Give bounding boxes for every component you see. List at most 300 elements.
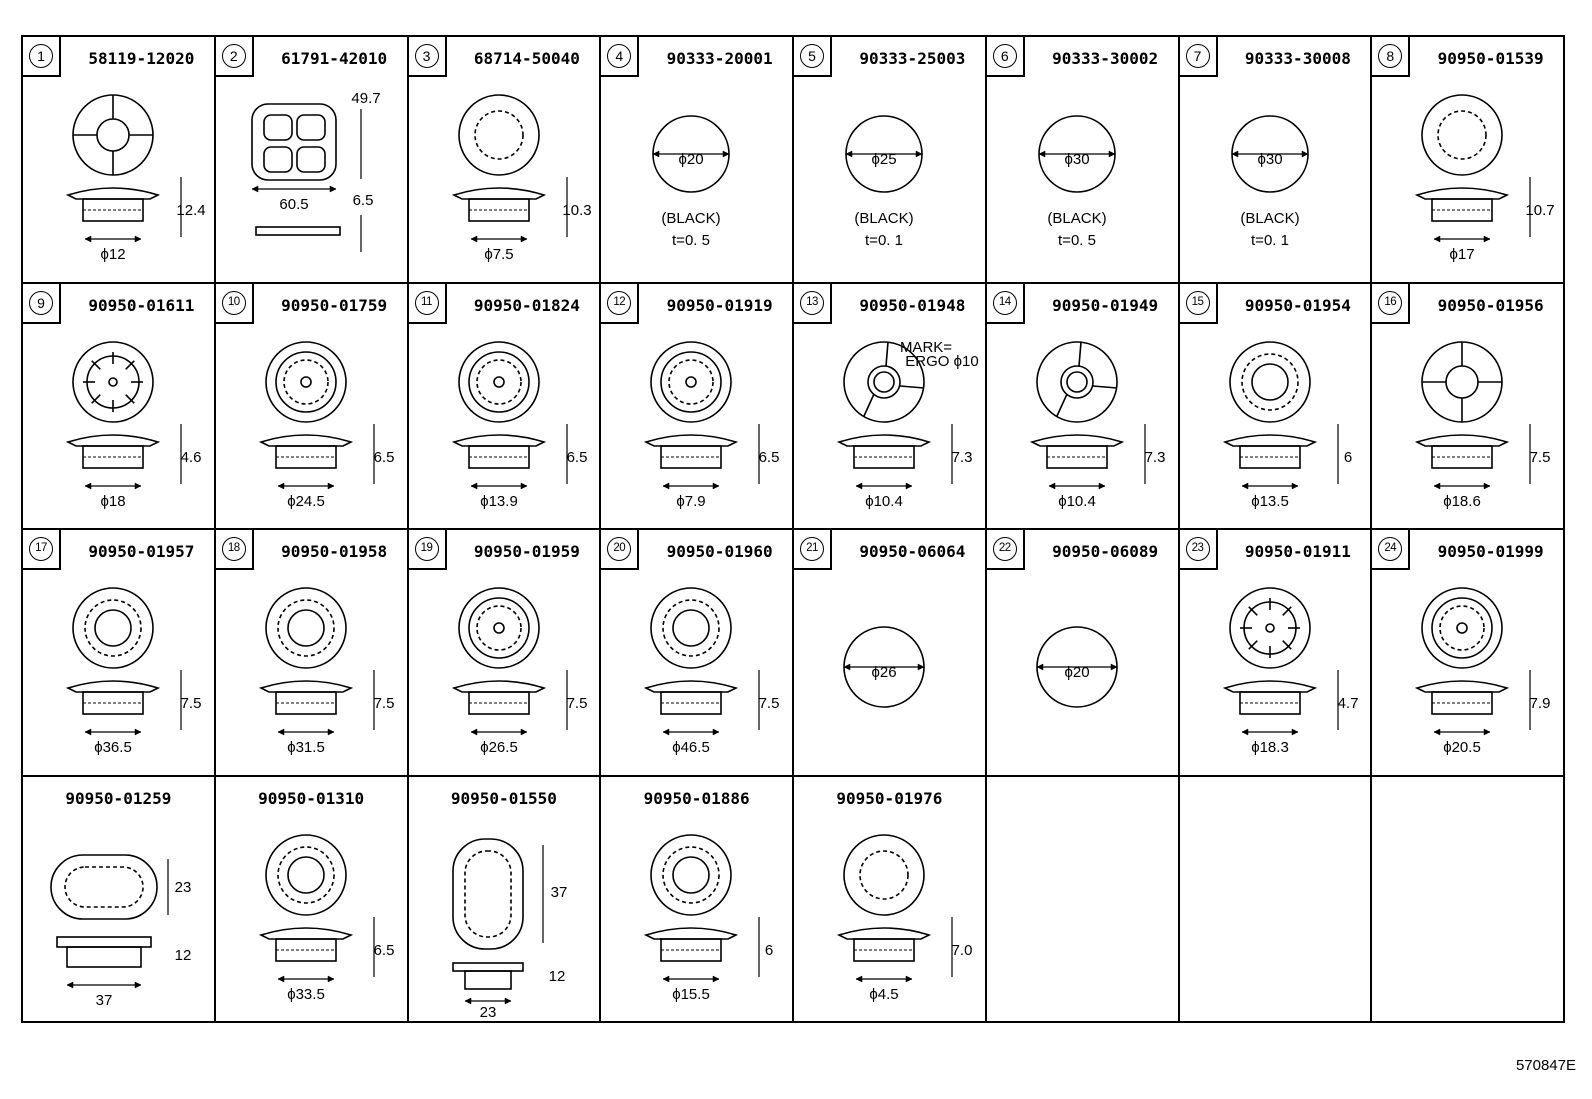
part-number: 90950-01759	[281, 295, 388, 315]
item-number: 6	[993, 44, 1017, 68]
part-number: 61791-42010	[281, 49, 388, 68]
grommet-center	[494, 377, 504, 387]
arrow-head	[713, 976, 719, 982]
grommet-ring	[276, 352, 336, 412]
side-profile	[1417, 681, 1507, 692]
side-profile	[839, 928, 929, 939]
side-profile	[256, 227, 340, 235]
diameter-label: ϕ17	[1449, 246, 1475, 263]
diameter-label: ϕ46.5	[672, 739, 711, 756]
height-label: 4.6	[180, 448, 202, 466]
height-label: 12.4	[176, 202, 206, 219]
arrow-head	[471, 729, 477, 735]
height-label: 7.5	[758, 695, 780, 712]
arrow-head	[918, 664, 924, 670]
grommet-outline	[1422, 588, 1502, 668]
height-label: 6	[1343, 448, 1352, 466]
arrow-head	[1292, 483, 1298, 489]
grommet-ring	[477, 360, 521, 404]
thickness-label: t=0. 5	[672, 232, 711, 249]
arrow-head	[1434, 729, 1440, 735]
side-profile	[57, 937, 151, 947]
height-label: 7.5	[373, 695, 395, 712]
part-drawing	[794, 77, 984, 282]
side-profile	[646, 681, 736, 692]
oval-outline	[453, 839, 523, 949]
part-number: 90333-25003	[859, 49, 966, 68]
item-number: 22	[993, 537, 1017, 561]
grommet-ring	[1440, 606, 1484, 650]
height-label: 6.5	[566, 448, 587, 466]
side-profile	[68, 681, 158, 692]
side-profile	[261, 681, 351, 692]
oval-outline	[51, 855, 157, 919]
arrow-head	[906, 976, 912, 982]
item-number-box	[1372, 37, 1410, 77]
height-label: 7.3	[951, 448, 973, 466]
diameter-label: ϕ31.5	[286, 739, 325, 756]
arrow-head	[713, 483, 719, 489]
part-number: 90950-01310	[258, 788, 365, 808]
grommet-hole	[95, 610, 131, 646]
split-line	[886, 342, 888, 366]
side-profile	[1032, 435, 1122, 446]
width-label: 23	[479, 1003, 496, 1021]
arrow-head	[465, 998, 471, 1004]
item-number: 15	[1186, 291, 1210, 315]
item-number: 12	[607, 291, 631, 315]
item-number-box	[601, 530, 639, 570]
part-cell	[409, 777, 602, 1024]
part-drawing	[794, 570, 984, 775]
grommet-inner	[85, 600, 141, 656]
arrow-head	[471, 236, 477, 242]
diameter-label: ϕ13.9	[479, 492, 518, 510]
item-number: 18	[222, 537, 246, 561]
grommet-inner	[278, 847, 334, 903]
diameter-label: ϕ10.4	[865, 492, 903, 510]
grommet-inner	[868, 366, 900, 398]
arrow-head	[663, 729, 669, 735]
part-drawing	[409, 570, 599, 775]
grommet-outline	[1037, 342, 1117, 422]
part-cell	[409, 284, 602, 531]
part-cell	[1180, 37, 1373, 284]
color-label: (BLACK)	[661, 210, 721, 227]
diameter-label: ϕ18.3	[1250, 739, 1289, 756]
arrow-head	[328, 729, 334, 735]
grommet-ring	[284, 360, 328, 404]
side-profile	[261, 928, 351, 939]
item-number-box	[216, 530, 254, 570]
arrow-head	[135, 236, 141, 242]
arrow-head	[328, 483, 334, 489]
item-number: 21	[800, 537, 824, 561]
thickness-label: t=0. 1	[1250, 232, 1289, 249]
part-cell	[987, 530, 1180, 777]
part-drawing	[987, 324, 1177, 529]
grommet-inner	[663, 847, 719, 903]
diameter-label: ϕ36.5	[94, 739, 132, 756]
arrow-head	[1434, 236, 1440, 242]
part-cell	[216, 530, 409, 777]
part-drawing	[23, 324, 213, 529]
arrow-head	[278, 483, 284, 489]
item-number: 10	[222, 291, 246, 315]
grommet-ring	[469, 352, 529, 412]
item-number-box	[23, 284, 61, 324]
part-number: 90950-01911	[1244, 542, 1351, 561]
arrow-head	[521, 236, 527, 242]
part-number: 90950-01957	[88, 542, 195, 561]
side-profile	[68, 188, 158, 199]
split-line	[1057, 394, 1067, 416]
grommet-outline	[1422, 95, 1502, 175]
diameter-label: ϕ18	[100, 492, 126, 510]
grommet-hole	[1252, 364, 1288, 400]
split-line	[900, 386, 924, 388]
oval-inner	[465, 851, 511, 937]
mark-label: MARK=	[899, 338, 953, 356]
part-number: 90950-01954	[1244, 295, 1351, 315]
side-profile	[1225, 681, 1315, 692]
arrow-head	[723, 151, 729, 157]
height-label: 49.7	[351, 90, 381, 107]
item-number-box	[409, 284, 447, 324]
arrow-head	[521, 483, 527, 489]
arrow-head	[1302, 151, 1308, 157]
diameter-label: ϕ20	[678, 151, 704, 168]
part-number: 90950-01999	[1437, 542, 1544, 561]
height-label: 7.3	[1144, 448, 1166, 466]
part-number: 90333-30002	[1052, 49, 1159, 68]
item-number: 14	[993, 291, 1017, 315]
diameter-label: ϕ24.5	[286, 492, 325, 510]
arrow-head	[1484, 236, 1490, 242]
split-line	[1093, 386, 1117, 388]
item-number: 13	[800, 291, 824, 315]
side-profile	[261, 435, 351, 446]
empty-cell	[987, 777, 1180, 1024]
diameter-label: ϕ25	[871, 151, 897, 168]
item-number-box	[794, 284, 832, 324]
mark-label: ERGO ϕ10	[905, 352, 979, 370]
part-number: 90950-01959	[473, 542, 580, 561]
part-cell	[794, 284, 987, 531]
height-label: 7.5	[1529, 448, 1551, 466]
item-number-box	[794, 530, 832, 570]
item-number-box	[794, 37, 832, 77]
grommet-outline	[459, 342, 539, 422]
arrow-head	[1109, 151, 1115, 157]
part-drawing	[1372, 77, 1562, 282]
item-number-box	[409, 530, 447, 570]
gear-hole	[1266, 624, 1274, 632]
arrow-head	[844, 664, 850, 670]
arrow-head	[67, 982, 73, 988]
grommet-hole	[874, 372, 894, 392]
side-profile-body	[67, 947, 141, 967]
part-drawing	[216, 77, 406, 282]
part-number: 90950-01958	[281, 542, 388, 561]
height-label: 7.0	[951, 941, 973, 959]
color-label: (BLACK)	[854, 210, 914, 227]
part-drawing	[23, 77, 213, 282]
diameter-label: ϕ12	[100, 246, 126, 263]
grommet-inner	[860, 851, 908, 899]
part-cell	[601, 530, 794, 777]
square-window	[264, 115, 292, 140]
height-label: 4.7	[1337, 695, 1358, 712]
arrow-head	[330, 186, 336, 192]
part-number: 90950-01960	[666, 542, 773, 561]
arrow-head	[135, 982, 141, 988]
diameter-label: ϕ26	[871, 664, 897, 681]
grommet-center	[301, 377, 311, 387]
arrow-head	[653, 151, 659, 157]
grommet-inner	[663, 600, 719, 656]
height-label: 10.3	[561, 202, 592, 219]
item-number: 19	[415, 537, 439, 561]
grommet-inner	[278, 600, 334, 656]
arrow-head	[916, 151, 922, 157]
height-label: 6.5	[373, 448, 395, 466]
arrow-head	[846, 151, 852, 157]
grommet-center	[686, 377, 696, 387]
diameter-label: ϕ26.5	[479, 739, 518, 756]
grommet-center	[494, 623, 504, 633]
side-profile	[646, 435, 736, 446]
item-number: 20	[607, 537, 631, 561]
height-label: 6.5	[373, 941, 395, 959]
side-profile	[1225, 435, 1315, 446]
item-number: 9	[29, 291, 53, 315]
part-drawing	[23, 817, 213, 1022]
arrow-head	[856, 976, 862, 982]
square-window	[297, 147, 325, 172]
arrow-head	[278, 976, 284, 982]
part-number: 90950-01539	[1437, 49, 1544, 68]
part-cell	[409, 37, 602, 284]
part-drawing	[601, 817, 791, 1022]
part-drawing	[987, 570, 1177, 775]
item-number-box	[987, 530, 1025, 570]
part-drawing	[1180, 324, 1370, 529]
item-number-box	[23, 37, 61, 77]
item-number: 23	[1186, 537, 1210, 561]
width-label: 60.5	[279, 196, 309, 213]
part-drawing	[409, 817, 599, 1022]
part-cell	[1372, 37, 1565, 284]
part-drawing	[794, 817, 984, 1022]
grommet-outline	[459, 95, 539, 175]
height-label: 6	[765, 941, 774, 959]
item-number: 1	[29, 44, 53, 68]
grommet-hole	[288, 610, 324, 646]
item-number-box	[987, 284, 1025, 324]
part-number: 58119-12020	[88, 49, 195, 68]
diameter-label: ϕ30	[1256, 151, 1283, 168]
item-number: 16	[1378, 291, 1402, 315]
part-number: 90950-01886	[643, 788, 750, 808]
part-drawing	[987, 77, 1177, 282]
part-drawing	[601, 324, 791, 529]
arrow-head	[85, 729, 91, 735]
arrow-head	[85, 236, 91, 242]
arrow-head	[906, 483, 912, 489]
height-label: 10.7	[1525, 202, 1555, 219]
part-drawing	[601, 77, 791, 282]
part-number: 90950-01948	[859, 295, 966, 315]
gear-hole	[109, 378, 117, 386]
part-drawing	[409, 77, 599, 282]
part-cell	[794, 530, 987, 777]
part-number: 90950-06089	[1052, 542, 1159, 561]
side-profile	[1417, 188, 1507, 199]
item-number-box	[1372, 530, 1410, 570]
height-label: 7.5	[566, 695, 587, 712]
side-profile	[839, 435, 929, 446]
arrow-head	[135, 729, 141, 735]
item-number: 5	[800, 44, 824, 68]
arrow-head	[1049, 483, 1055, 489]
grommet-hole	[288, 857, 324, 893]
part-number: 90333-30008	[1244, 49, 1351, 68]
diameter-label: ϕ18.6	[1443, 492, 1482, 510]
side-profile-body	[465, 971, 511, 989]
split-line	[1079, 342, 1081, 366]
grommet-ring	[1432, 598, 1492, 658]
arrow-head	[85, 483, 91, 489]
arrow-head	[713, 729, 719, 735]
part-number: 90950-01259	[65, 788, 172, 808]
part-cell	[987, 284, 1180, 531]
part-cell	[794, 37, 987, 284]
grommet-inner	[1061, 366, 1093, 398]
thickness-label: 12	[174, 946, 192, 964]
part-number: 90950-01919	[666, 295, 773, 315]
part-number: 68714-50040	[473, 49, 580, 68]
diameter-label: ϕ7.5	[483, 246, 514, 263]
part-number: 90950-01976	[836, 788, 943, 808]
side-profile	[454, 435, 544, 446]
side-profile	[454, 188, 544, 199]
grommet-hole	[673, 857, 709, 893]
grommet-ring	[669, 360, 713, 404]
color-label: (BLACK)	[1239, 210, 1300, 227]
grommet-outline	[844, 835, 924, 915]
height-label: 23	[174, 878, 192, 896]
part-cell	[216, 777, 409, 1024]
square-window	[264, 147, 292, 172]
item-number: 24	[1378, 537, 1402, 561]
empty-cell	[1180, 777, 1373, 1024]
height-label: 7.5	[180, 695, 202, 712]
empty-cell	[1372, 777, 1565, 1024]
side-profile	[453, 963, 523, 971]
item-number-box	[1180, 530, 1218, 570]
arrow-head	[856, 483, 862, 489]
item-number: 2	[222, 44, 246, 68]
part-cell	[23, 37, 216, 284]
diameter-label: ϕ13.5	[1250, 492, 1289, 510]
part-drawing	[1372, 570, 1562, 775]
arrow-head	[278, 729, 284, 735]
part-number: 90950-06064	[859, 542, 966, 561]
part-cell	[601, 284, 794, 531]
arrow-head	[1434, 483, 1440, 489]
square-window	[297, 115, 325, 140]
height-label: 37	[550, 883, 567, 901]
parts-grid	[21, 35, 1565, 1023]
side-profile	[454, 681, 544, 692]
grommet-outline	[266, 342, 346, 422]
grommet-inner	[1242, 354, 1298, 410]
arrow-head	[1039, 151, 1045, 157]
part-cell	[794, 777, 987, 1024]
arrow-head	[135, 483, 141, 489]
diameter-label: ϕ33.5	[286, 985, 325, 1003]
arrow-head	[471, 483, 477, 489]
arrow-head	[1484, 483, 1490, 489]
grommet-inner	[1438, 111, 1486, 159]
thickness-label: 12	[548, 967, 565, 985]
split-line	[864, 394, 874, 416]
part-number: 90950-01956	[1437, 295, 1544, 315]
grommet-hole	[1067, 372, 1087, 392]
part-drawing	[794, 324, 984, 529]
side-profile	[646, 928, 736, 939]
grommet-outline	[651, 342, 731, 422]
arrow-head	[1037, 664, 1043, 670]
item-number: 17	[29, 537, 53, 561]
item-number-box	[601, 37, 639, 77]
part-drawing	[601, 570, 791, 775]
part-cell	[23, 777, 216, 1024]
arrow-head	[505, 998, 511, 1004]
part-drawing	[23, 570, 213, 775]
part-drawing	[216, 324, 406, 529]
side-profile	[68, 435, 158, 446]
item-number: 7	[1186, 44, 1210, 68]
grommet-ring	[477, 606, 521, 650]
item-number-box	[1180, 284, 1218, 324]
thickness-label: 6.5	[352, 192, 374, 209]
thickness-label: t=0. 1	[865, 232, 903, 249]
figure-code: 570847E	[1515, 1057, 1576, 1074]
item-number: 11	[415, 291, 439, 315]
part-cell	[216, 37, 409, 284]
diameter-label: ϕ20.5	[1443, 739, 1482, 756]
height-label: 7.9	[1529, 695, 1551, 712]
diameter-label: ϕ7.9	[676, 492, 706, 510]
diameter-label: ϕ4.5	[869, 985, 899, 1003]
grommet-hole	[673, 610, 709, 646]
part-cell	[601, 777, 794, 1024]
part-drawing	[1180, 570, 1370, 775]
item-number: 4	[607, 44, 631, 68]
item-number-box	[216, 37, 254, 77]
arrow-head	[663, 483, 669, 489]
part-number: 90950-01611	[88, 295, 195, 315]
color-label: (BLACK)	[1047, 210, 1107, 227]
part-drawing	[1180, 77, 1370, 282]
arrow-head	[1242, 483, 1248, 489]
thickness-label: t=0. 5	[1057, 232, 1096, 249]
width-label: 37	[95, 991, 113, 1009]
part-drawing	[409, 324, 599, 529]
item-number: 8	[1378, 44, 1402, 68]
